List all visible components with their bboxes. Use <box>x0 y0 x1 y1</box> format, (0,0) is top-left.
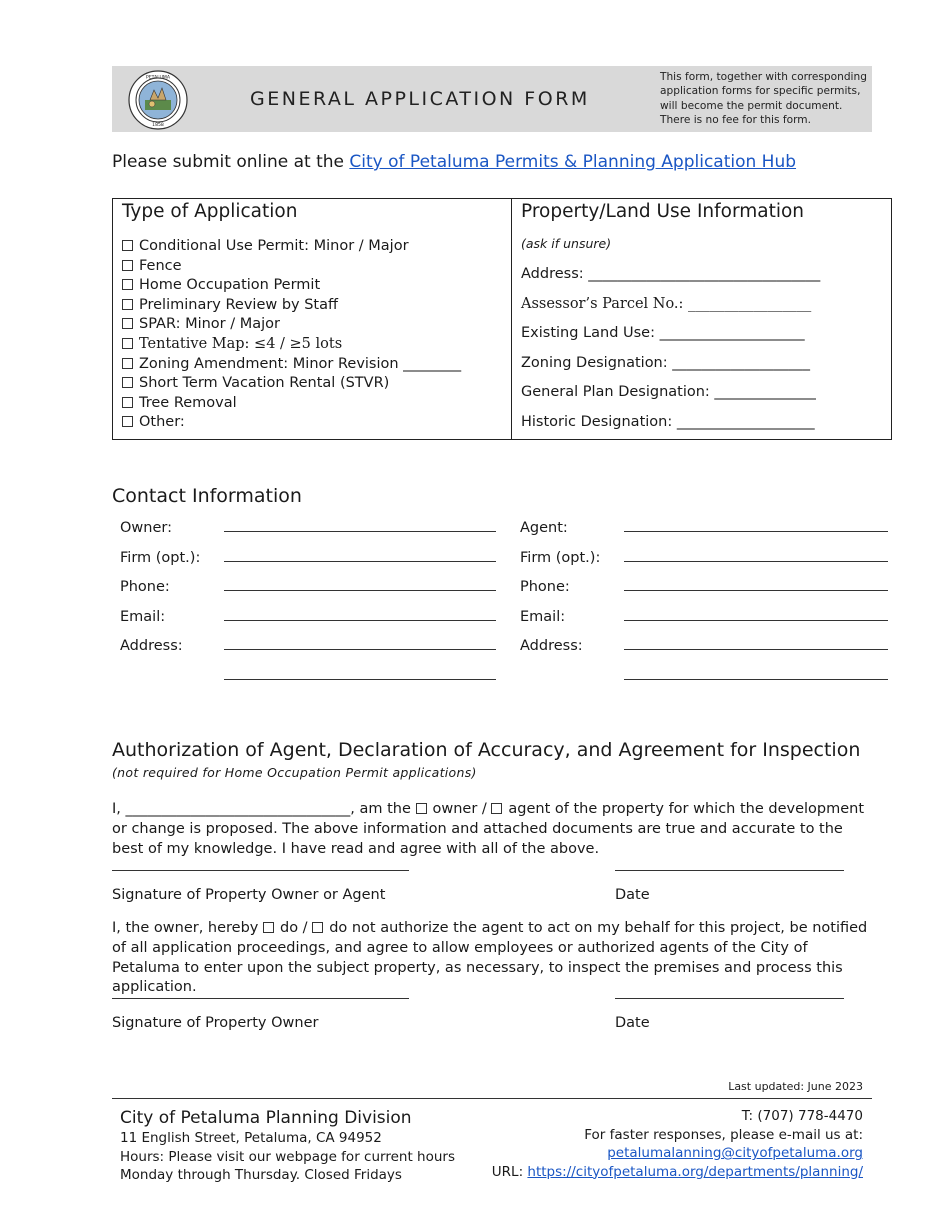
checkbox-label: Other: <box>139 414 185 431</box>
checkbox-icon[interactable] <box>122 358 133 369</box>
checkbox-label: Preliminary Review by Staff <box>139 296 338 313</box>
field-label: Email: <box>120 608 166 625</box>
seal-year: 1858 <box>152 123 164 128</box>
authorization-heading: Authorization of Agent, Declaration of Accuracy, and Agreement for Inspection <box>112 739 861 761</box>
general-plan-field[interactable]: General Plan Designation: ______________ <box>521 384 816 401</box>
do-option-label: do / <box>280 920 313 936</box>
blank-line[interactable] <box>624 518 888 532</box>
application-hub-link[interactable]: City of Petaluma Permits & Planning Application Hub <box>349 152 797 172</box>
signature-owner-label: Signature of Property Owner <box>112 1015 319 1031</box>
planning-url-link[interactable]: https://cityofpetaluma.org/departments/planning/ <box>527 1163 863 1180</box>
seal-top-text: PETALUMA <box>145 75 171 81</box>
application-type-list <box>122 237 461 433</box>
checkbox-label: Short Term Vacation Rental (STVR) <box>139 375 390 392</box>
form-header <box>112 66 872 132</box>
blank-line[interactable] <box>224 548 496 562</box>
agent-email-field[interactable] <box>520 607 888 637</box>
division-name: City of Petaluma Planning Division <box>120 1108 412 1128</box>
do-checkbox-icon[interactable] <box>263 922 274 933</box>
owner-email-field[interactable] <box>120 607 496 637</box>
owner-checkbox-icon[interactable] <box>416 803 427 814</box>
last-updated: Last updated: June 2023 <box>728 1080 863 1093</box>
blank-line[interactable] <box>624 607 888 621</box>
zoning-designation-field[interactable]: Zoning Designation: ___________________ <box>521 354 810 371</box>
blank-line[interactable] <box>224 636 496 650</box>
checkbox-item-fence[interactable] <box>122 257 461 277</box>
column-divider <box>511 199 512 439</box>
blank-line[interactable] <box>224 607 496 621</box>
field-label: Phone: <box>120 579 170 595</box>
field-label: Email: <box>520 608 566 625</box>
city-seal-icon <box>128 70 188 130</box>
owner-field[interactable] <box>120 518 496 548</box>
email-note: For faster responses, please e-mail us at: <box>584 1126 863 1143</box>
field-label: Firm (opt.): <box>520 549 601 566</box>
application-info-box <box>112 198 892 440</box>
agent-phone-field[interactable] <box>520 577 888 607</box>
declaration-paragraph <box>112 800 872 859</box>
footer-contact-right <box>492 1107 863 1181</box>
checkbox-icon[interactable] <box>122 416 133 427</box>
checkbox-icon[interactable] <box>122 240 133 251</box>
agent-firm-field[interactable] <box>520 548 888 578</box>
url-label: URL: <box>491 1163 528 1180</box>
date-label-2: Date <box>615 1015 650 1031</box>
declaration-text: I, _______________________________, am the <box>112 801 416 817</box>
footer-divider <box>112 1098 872 1099</box>
date-line-1[interactable] <box>615 870 844 871</box>
authorization-paragraph <box>112 919 872 998</box>
property-address-field[interactable]: Address: ________________________________ <box>521 266 821 282</box>
checkbox-item-tree-removal[interactable] <box>122 394 461 414</box>
checkbox-label: Tentative Map: ≤4 / ≥5 lots <box>139 335 343 352</box>
field-label: Owner: <box>120 520 172 536</box>
contact-info-heading: Contact Information <box>112 485 302 507</box>
blank-line[interactable] <box>224 577 496 591</box>
checkbox-icon[interactable] <box>122 397 133 408</box>
checkbox-label: Zoning Amendment: Minor Revision ________ <box>139 355 462 372</box>
checkbox-icon[interactable] <box>122 338 133 349</box>
hours-line-2: Monday through Thursday. Closed Fridays <box>120 1167 402 1183</box>
checkbox-label: Home Occupation Permit <box>139 277 321 294</box>
checkbox-item-zoning-amendment[interactable] <box>122 355 461 375</box>
field-label: Agent: <box>520 520 568 536</box>
checkbox-icon[interactable] <box>122 279 133 290</box>
date-line-2[interactable] <box>615 998 844 999</box>
header-note <box>660 70 870 127</box>
header-note-line: There is no fee for this form. <box>660 113 811 126</box>
hours-line-1: Hours: Please visit our webpage for current hours <box>120 1148 455 1165</box>
owner-option-label: owner / <box>432 801 492 817</box>
historic-designation-field[interactable]: Historic Designation: ___________________ <box>521 413 815 430</box>
form-title: GENERAL APPLICATION FORM <box>250 88 590 110</box>
checkbox-item-home-occupation[interactable] <box>122 276 461 296</box>
property-info-heading: Property/Land Use Information <box>521 201 805 222</box>
agent-address-field-2[interactable] <box>520 666 888 696</box>
date-label-1: Date <box>615 887 650 903</box>
owner-contact-fields <box>120 518 496 695</box>
checkbox-label: SPAR: Minor / Major <box>139 316 280 333</box>
checkbox-item-preliminary-review[interactable] <box>122 296 461 316</box>
header-note-line: application forms for specific permits, <box>660 85 861 98</box>
authorization-subheading: (not required for Home Occupation Permit applications) <box>112 765 477 780</box>
field-label: Address: <box>120 638 183 654</box>
existing-land-use-field[interactable]: Existing Land Use: ____________________ <box>521 325 805 342</box>
owner-firm-field[interactable] <box>120 548 496 578</box>
blank-line[interactable] <box>624 577 888 591</box>
authorization-text: do not authorize the agent to act on my behalf for this project, be notified of all application proceedings, and agree to allow employees or authorized agents of the City of Petaluma to enter upon the subject property, as necessary, to inspect the premises and process this application. <box>112 920 868 996</box>
parcel-number-field[interactable]: Assessor’s Parcel No.: _________________ <box>521 295 812 312</box>
type-of-application-heading: Type of Application <box>122 201 298 222</box>
submit-instruction <box>112 152 796 172</box>
blank-line[interactable] <box>624 636 888 650</box>
checkbox-item-tentative-map[interactable] <box>122 335 461 355</box>
footer-contact-left <box>120 1107 455 1185</box>
agent-checkbox-icon[interactable] <box>491 803 502 814</box>
checkbox-label: Fence <box>139 257 182 274</box>
signature-line-owner-or-agent[interactable] <box>112 870 409 871</box>
blank-line[interactable] <box>224 666 496 680</box>
field-label: Firm (opt.): <box>120 549 201 566</box>
blank-line[interactable] <box>624 666 888 680</box>
checkbox-item-spar[interactable] <box>122 315 461 335</box>
owner-address-field-2[interactable] <box>120 666 496 696</box>
field-label: Phone: <box>520 579 570 595</box>
ask-if-unsure-note: (ask if unsure) <box>521 236 612 251</box>
agent-field[interactable] <box>520 518 888 548</box>
property-field-list <box>521 262 820 440</box>
checkbox-item-other[interactable] <box>122 413 461 433</box>
agent-address-field[interactable] <box>520 636 888 666</box>
checkbox-icon[interactable] <box>122 260 133 271</box>
checkbox-icon[interactable] <box>122 299 133 310</box>
checkbox-icon[interactable] <box>122 377 133 388</box>
checkbox-label: Tree Removal <box>139 394 237 411</box>
header-note-line: will become the permit document. <box>660 99 843 112</box>
checkbox-item-conditional-use[interactable] <box>122 237 461 257</box>
checkbox-icon[interactable] <box>122 318 133 329</box>
signature-line-owner[interactable] <box>112 998 409 999</box>
authorization-text: I, the owner, hereby <box>112 920 263 936</box>
signature-owner-or-agent-label: Signature of Property Owner or Agent <box>112 887 386 903</box>
checkbox-item-stvr[interactable] <box>122 374 461 394</box>
owner-phone-field[interactable] <box>120 577 496 607</box>
submit-prefix: Please submit online at the <box>112 152 350 172</box>
blank-line[interactable] <box>224 518 496 532</box>
checkbox-label: Conditional Use Permit: Minor / Major <box>139 238 409 254</box>
header-note-line: This form, together with corresponding <box>660 71 867 83</box>
blank-line[interactable] <box>624 548 888 562</box>
agent-contact-fields <box>520 518 888 695</box>
phone-number: T: (707) 778-4470 <box>741 1108 863 1124</box>
field-label: Address: <box>520 638 583 654</box>
email-link[interactable]: petalumalanning@cityofpetaluma.org <box>607 1145 863 1161</box>
division-address: 11 English Street, Petaluma, CA 94952 <box>120 1130 382 1146</box>
declaration-text: agent of the property for which the development or change is proposed. The above information and attached documents are true and accurate to the best of my knowledge. I have read and agree with all of the above. <box>112 801 865 857</box>
do-not-checkbox-icon[interactable] <box>312 922 323 933</box>
owner-address-field[interactable] <box>120 636 496 666</box>
